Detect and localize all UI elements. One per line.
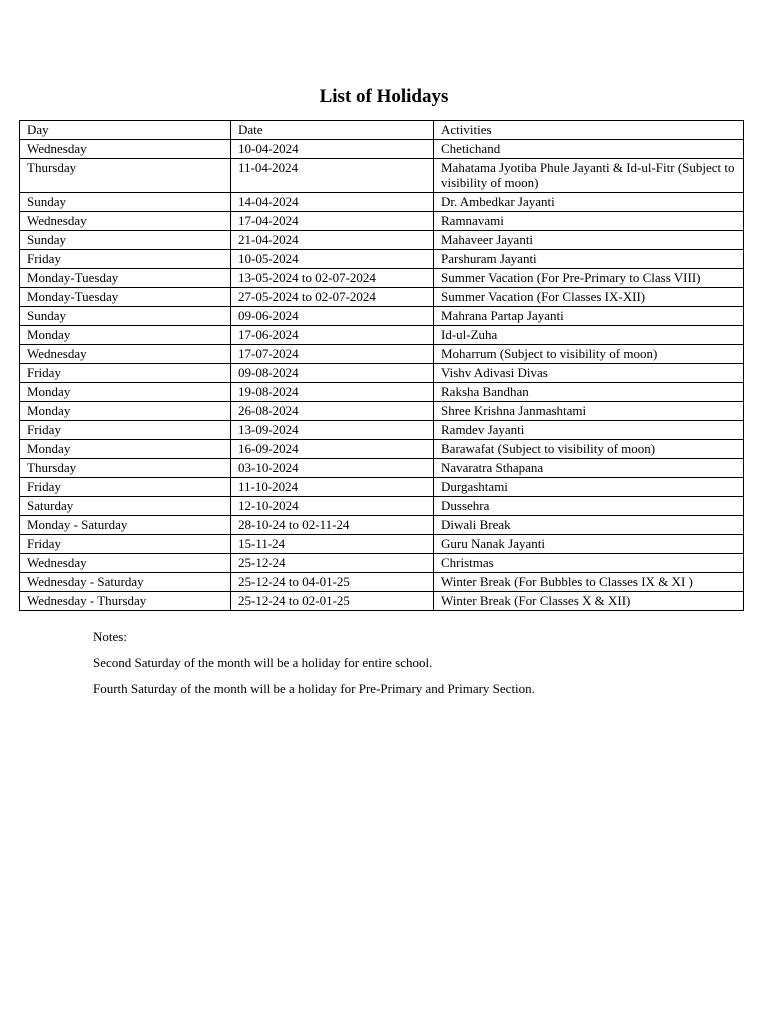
cell-activity: Barawafat (Subject to visibility of moon) <box>434 440 744 459</box>
cell-date: 26-08-2024 <box>231 402 434 421</box>
cell-day: Monday <box>20 326 231 345</box>
table-row <box>20 364 744 383</box>
table-row <box>20 554 744 573</box>
table-row <box>20 212 744 231</box>
cell-date: 13-09-2024 <box>231 421 434 440</box>
table-row <box>20 140 744 159</box>
cell-day: Sunday <box>20 193 231 212</box>
cell-day: Sunday <box>20 307 231 326</box>
cell-day: Monday - Saturday <box>20 516 231 535</box>
table-row <box>20 535 744 554</box>
cell-day: Wednesday <box>20 345 231 364</box>
cell-activity: Winter Break (For Bubbles to Classes IX & XI ) <box>434 573 744 592</box>
cell-date: 13-05-2024 to 02-07-2024 <box>231 269 434 288</box>
page-title: List of Holidays <box>319 86 449 107</box>
cell-day: Saturday <box>20 497 231 516</box>
cell-activity: Dr. Ambedkar Jayanti <box>434 193 744 212</box>
cell-date: 25-12-24 <box>231 554 434 573</box>
cell-day: Friday <box>20 478 231 497</box>
note-item: Second Saturday of the month will be a holiday for entire school. <box>93 655 433 670</box>
cell-day: Friday <box>20 364 231 383</box>
cell-activity: Mahatama Jyotiba Phule Jayanti & Id-ul-Fitr (Subject to visibility of moon) <box>434 159 744 193</box>
cell-activity: Shree Krishna Janmashtami <box>434 402 744 421</box>
cell-day: Sunday <box>20 231 231 250</box>
table-row <box>20 383 744 402</box>
table-row <box>20 440 744 459</box>
notes-section <box>93 629 535 707</box>
cell-day: Wednesday <box>20 554 231 573</box>
cell-date: 11-04-2024 <box>231 159 434 193</box>
cell-date: 21-04-2024 <box>231 231 434 250</box>
cell-day: Monday-Tuesday <box>20 288 231 307</box>
cell-activity: Ramdev Jayanti <box>434 421 744 440</box>
cell-date: 12-10-2024 <box>231 497 434 516</box>
cell-activity: Diwali Break <box>434 516 744 535</box>
cell-day: Friday <box>20 535 231 554</box>
cell-activity: Chetichand <box>434 140 744 159</box>
table-row <box>20 231 744 250</box>
cell-date: 10-04-2024 <box>231 140 434 159</box>
cell-activity: Moharrum (Subject to visibility of moon) <box>434 345 744 364</box>
table-row <box>20 402 744 421</box>
header-activities: Activities <box>434 121 744 140</box>
cell-date: 16-09-2024 <box>231 440 434 459</box>
cell-activity: Parshuram Jayanti <box>434 250 744 269</box>
header-date: Date <box>231 121 434 140</box>
cell-date: 10-05-2024 <box>231 250 434 269</box>
cell-date: 03-10-2024 <box>231 459 434 478</box>
table-row <box>20 193 744 212</box>
table-row <box>20 421 744 440</box>
cell-activity: Summer Vacation (For Pre-Primary to Class VIII) <box>434 269 744 288</box>
table-row <box>20 459 744 478</box>
table-row <box>20 516 744 535</box>
table-row <box>20 269 744 288</box>
note-item: Fourth Saturday of the month will be a holiday for Pre-Primary and Primary Section. <box>93 681 535 696</box>
cell-day: Thursday <box>20 459 231 478</box>
cell-activity: Mahaveer Jayanti <box>434 231 744 250</box>
table-row <box>20 159 744 193</box>
cell-date: 17-06-2024 <box>231 326 434 345</box>
cell-activity: Navaratra Sthapana <box>434 459 744 478</box>
table-row <box>20 250 744 269</box>
cell-day: Thursday <box>20 159 231 193</box>
cell-activity: Christmas <box>434 554 744 573</box>
cell-day: Wednesday - Saturday <box>20 573 231 592</box>
table-row <box>20 497 744 516</box>
cell-date: 09-08-2024 <box>231 364 434 383</box>
holiday-table-body <box>20 140 744 611</box>
table-row <box>20 345 744 364</box>
table-row <box>20 326 744 345</box>
table-row <box>20 573 744 592</box>
cell-activity: Raksha Bandhan <box>434 383 744 402</box>
cell-date: 17-04-2024 <box>231 212 434 231</box>
cell-day: Wednesday <box>20 212 231 231</box>
cell-day: Monday <box>20 402 231 421</box>
cell-activity: Summer Vacation (For Classes IX-XII) <box>434 288 744 307</box>
table-header-row <box>20 121 744 140</box>
cell-activity: Durgashtami <box>434 478 744 497</box>
header-day: Day <box>20 121 231 140</box>
cell-date: 25-12-24 to 04-01-25 <box>231 573 434 592</box>
table-row <box>20 592 744 611</box>
cell-day: Wednesday <box>20 140 231 159</box>
table-row <box>20 478 744 497</box>
cell-day: Friday <box>20 250 231 269</box>
cell-activity: Guru Nanak Jayanti <box>434 535 744 554</box>
cell-date: 25-12-24 to 02-01-25 <box>231 592 434 611</box>
cell-date: 28-10-24 to 02-11-24 <box>231 516 434 535</box>
cell-date: 17-07-2024 <box>231 345 434 364</box>
cell-date: 27-05-2024 to 02-07-2024 <box>231 288 434 307</box>
notes-heading: Notes: <box>93 629 127 644</box>
cell-day: Monday-Tuesday <box>20 269 231 288</box>
cell-date: 14-04-2024 <box>231 193 434 212</box>
cell-activity: Dussehra <box>434 497 744 516</box>
cell-activity: Mahrana Partap Jayanti <box>434 307 744 326</box>
cell-date: 19-08-2024 <box>231 383 434 402</box>
cell-day: Monday <box>20 440 231 459</box>
holiday-table <box>19 120 744 611</box>
cell-day: Friday <box>20 421 231 440</box>
cell-activity: Id-ul-Zuha <box>434 326 744 345</box>
cell-day: Monday <box>20 383 231 402</box>
cell-activity: Winter Break (For Classes X & XII) <box>434 592 744 611</box>
table-row <box>20 288 744 307</box>
cell-day: Wednesday - Thursday <box>20 592 231 611</box>
table-row <box>20 307 744 326</box>
cell-activity: Vishv Adivasi Divas <box>434 364 744 383</box>
cell-activity: Ramnavami <box>434 212 744 231</box>
cell-date: 15-11-24 <box>231 535 434 554</box>
cell-date: 11-10-2024 <box>231 478 434 497</box>
cell-date: 09-06-2024 <box>231 307 434 326</box>
